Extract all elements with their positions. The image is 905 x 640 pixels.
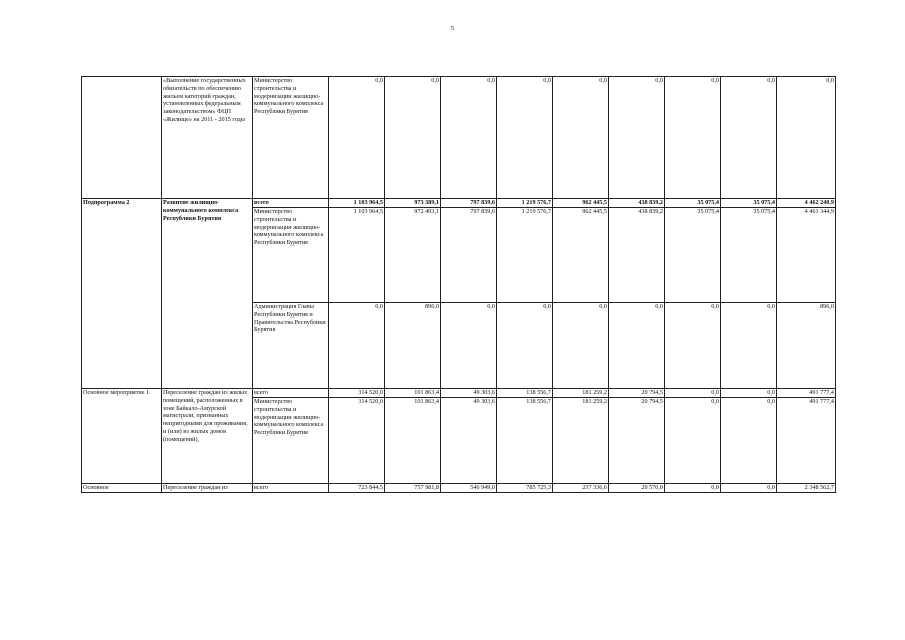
- cell-value: 0,0: [441, 303, 497, 389]
- cell-value: 1 103 964,5: [329, 208, 385, 303]
- cell-value: 0,0: [553, 77, 609, 199]
- cell-value: 723 844,5: [329, 484, 385, 493]
- cell-value: 35 075,4: [721, 208, 777, 303]
- cell-value: 438 839,2: [609, 208, 665, 303]
- cell-value: 797 839,6: [441, 199, 497, 208]
- cell-value: 0,0: [441, 77, 497, 199]
- cell-value: 35 075,4: [665, 208, 721, 303]
- cell-value: 35 075,4: [721, 199, 777, 208]
- cell-value: 20 794,5: [609, 389, 665, 398]
- cell-executor: всего: [253, 484, 329, 493]
- cell-value: 0,0: [385, 77, 441, 199]
- cell-value: 101 863,4: [385, 398, 441, 484]
- cell-value: 0,0: [665, 484, 721, 493]
- cell-name: Развитие жилищно-коммунального комплекса Республики Бурятия: [162, 199, 253, 389]
- cell-name: Переселение граждан из: [162, 484, 253, 493]
- cell-executor: Администрация Главы Республики Бурятия и Правительства Республики Бурятия: [253, 303, 329, 389]
- cell-value: 0,0: [665, 398, 721, 484]
- cell-value: 0,0: [721, 303, 777, 389]
- cell-status: [82, 77, 162, 199]
- cell-executor: всего: [253, 199, 329, 208]
- cell-value: 0,0: [553, 303, 609, 389]
- cell-value: 757 981,8: [385, 484, 441, 493]
- cell-value: 314 520,0: [329, 389, 385, 398]
- cell-value: 1 219 576,7: [497, 199, 553, 208]
- cell-value: 0,0: [721, 389, 777, 398]
- cell-value: 49 303,6: [441, 389, 497, 398]
- budget-table: [81, 76, 836, 493]
- cell-value: 973 389,1: [385, 199, 441, 208]
- cell-value: 2 348 562,7: [777, 484, 836, 493]
- cell-value: 0,0: [721, 398, 777, 484]
- cell-value: 0,0: [777, 77, 836, 199]
- table-row: [82, 199, 836, 208]
- cell-value: 0,0: [721, 77, 777, 199]
- cell-status: Подпрограмма 2: [82, 199, 162, 389]
- cell-value: 491 777,4: [777, 389, 836, 398]
- cell-value: 962 445,5: [553, 199, 609, 208]
- cell-value: 546 949,0: [441, 484, 497, 493]
- cell-value: 49 303,6: [441, 398, 497, 484]
- cell-value: 797 839,6: [441, 208, 497, 303]
- table-row: [82, 389, 836, 398]
- cell-value: 314 520,0: [329, 398, 385, 484]
- cell-value: 0,0: [497, 77, 553, 199]
- cell-value: 20 794,5: [609, 398, 665, 484]
- cell-value: 4 462 240,9: [777, 199, 836, 208]
- cell-value: 138 556,7: [497, 398, 553, 484]
- cell-value: 237 336,6: [553, 484, 609, 493]
- cell-value: 4 461 344,9: [777, 208, 836, 303]
- cell-value: 1 103 964,5: [329, 199, 385, 208]
- cell-executor: Министерство строительства и модернизации жилищно-коммунального комплекса Республики Бурятия: [253, 398, 329, 484]
- cell-value: 0,0: [329, 77, 385, 199]
- cell-name: Переселение граждан из жилых помещений, расположенных в зоне Байкало-Амурской магистрали, признанных непригодными для проживания, и (или) из жилых домов (помещений),: [162, 389, 253, 484]
- cell-executor: Министерство строительства и модернизации жилищно-коммунального комплекса Республики Бурятия: [253, 77, 329, 199]
- table-row: [82, 77, 836, 199]
- cell-value: 0,0: [329, 303, 385, 389]
- page-number: 5: [450, 25, 455, 32]
- cell-value: 101 863,4: [385, 389, 441, 398]
- cell-value: 438 839,2: [609, 199, 665, 208]
- cell-status: Основное мероприятие 1.: [82, 389, 162, 484]
- cell-executor: всего: [253, 389, 329, 398]
- cell-value: 785 725,3: [497, 484, 553, 493]
- cell-value: 138 556,7: [497, 389, 553, 398]
- cell-name: «Выполнение государственных обязательств по обеспечению жильем категорий граждан, установленных федеральным законодательством» ФЦП «Жилище» на 2011 - 2015 годы: [162, 77, 253, 199]
- cell-value: 0,0: [609, 77, 665, 199]
- cell-value: 972 493,1: [385, 208, 441, 303]
- cell-value: 962 445,5: [553, 208, 609, 303]
- cell-value: 0,0: [665, 389, 721, 398]
- cell-value: 896,0: [777, 303, 836, 389]
- cell-value: 1 219 576,7: [497, 208, 553, 303]
- cell-executor: Министерство строительства и модернизации жилищно-коммунального комплекса Республики Бурятия: [253, 208, 329, 303]
- cell-value: 0,0: [665, 303, 721, 389]
- cell-value: 0,0: [609, 303, 665, 389]
- table-row: [82, 484, 836, 493]
- cell-value: 181 259,2: [553, 398, 609, 484]
- cell-value: 896,0: [385, 303, 441, 389]
- cell-value: 35 075,4: [665, 199, 721, 208]
- cell-value: 20 570,0: [609, 484, 665, 493]
- cell-value: 491 777,4: [777, 398, 836, 484]
- cell-value: 0,0: [721, 484, 777, 493]
- cell-status: Основное: [82, 484, 162, 493]
- cell-value: 181 259,2: [553, 389, 609, 398]
- cell-value: 0,0: [665, 77, 721, 199]
- cell-value: 0,0: [497, 303, 553, 389]
